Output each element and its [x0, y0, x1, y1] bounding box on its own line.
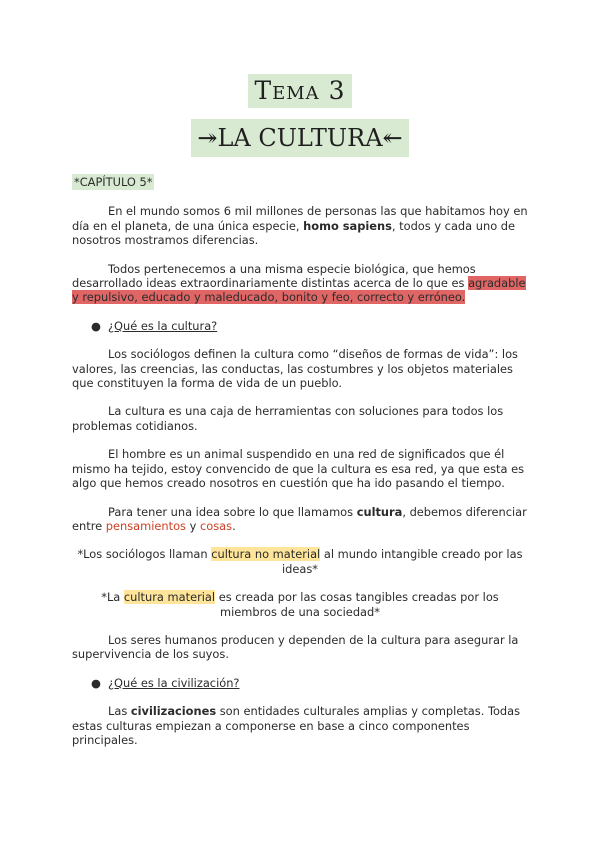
text: .	[232, 518, 236, 533]
red-term: cosas	[199, 518, 233, 533]
red-highlight: agradable y repulsivo, educado y maleducado, bonito y feo, correcto y erróneo.	[72, 276, 526, 305]
chapter-label: *CAPÍTULO 5*	[74, 175, 153, 189]
paragraph-toolbox: La cultura es una caja de herramientas con soluciones para todos los problemas cotidianos.	[72, 404, 504, 433]
bullet-icon: ●	[91, 318, 101, 333]
quote-material	[72, 590, 528, 619]
text: Para tener una idea sobre lo que llamamos	[108, 504, 357, 519]
text: es creada por las cosas tangibles creadas por los miembros de una sociedad*	[215, 590, 499, 619]
bullet-icon: ●	[91, 675, 101, 690]
bold-term: cultura	[356, 504, 403, 519]
yellow-highlight: cultura material	[123, 590, 216, 605]
text: Todos pertenecemos a una misma especie biológica, que hemos desarrollado ideas extraordinariamente distintas acerca de lo que es	[72, 261, 476, 291]
bullet-label: ¿Qué es la cultura?	[108, 318, 218, 333]
bullet-heading-civilization	[72, 676, 528, 690]
paragraph-civilizations	[72, 704, 528, 747]
paragraph-differentiate	[72, 505, 528, 534]
text: al mundo intangible creado por las ideas*	[281, 547, 523, 576]
paragraph-intro	[72, 204, 528, 247]
text: *La	[101, 590, 124, 605]
text: *Los sociólogos llaman	[77, 547, 212, 562]
text: , debemos diferenciar entre	[72, 504, 527, 533]
main-title: ↠LA CULTURA↞	[191, 119, 408, 157]
bullet-label: ¿Qué es la civilización?	[108, 675, 240, 690]
paragraph-survival: Los seres humanos producen y dependen de la cultura para asegurar la supervivencia de los suyos.	[72, 632, 519, 662]
paragraph-definition: Los sociólogos definen la cultura como “diseños de formas de vida”: los valores, las creencias, las conductas, las costumbres y los objetos materiales que constituyen la forma de vida de un pueblo.	[72, 347, 518, 391]
paragraph-species	[72, 262, 528, 305]
title-block	[0, 74, 600, 157]
text: En el mundo somos 6 mil millones de personas las que habitamos hoy en día en el planeta, de una única especie,	[72, 204, 528, 233]
topic-title: Tema 3	[248, 74, 351, 108]
document-body	[72, 174, 528, 747]
text: son entidades culturales amplias y completas. Todas estas culturas empiezan a componerse en base a cinco componentes principales.	[72, 704, 521, 747]
bold-term: civilizaciones	[130, 704, 217, 719]
yellow-highlight: cultura no material	[211, 547, 321, 562]
text: y	[186, 518, 200, 533]
paragraph-web: El hombre es un animal suspendido en una red de significados que él mismo ha tejido, estoy convencido de que la cultura es esa red, ya que esta es algo que hemos creado nosotros en cuestión que ha ido pasando el tiempo.	[72, 447, 525, 491]
quote-non-material	[72, 547, 528, 576]
text: Las	[108, 704, 131, 719]
text: , todos y cada uno de nosotros mostramos diferencias.	[72, 218, 516, 248]
bold-term: homo sapiens	[303, 218, 392, 233]
bullet-heading-culture	[72, 319, 528, 333]
red-term: pensamientos	[105, 518, 186, 533]
